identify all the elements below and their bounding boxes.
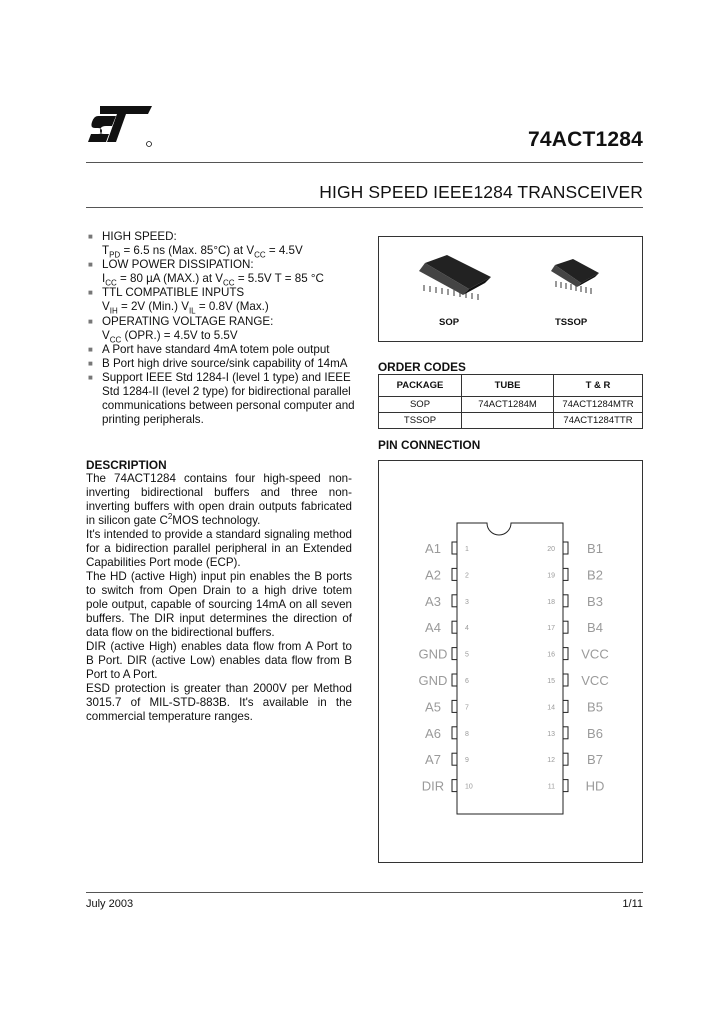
bullet-icon: ■ bbox=[88, 358, 93, 368]
pin-label-right: B2 bbox=[587, 567, 603, 583]
pin-label-left: DIR bbox=[421, 778, 445, 794]
feature-item bbox=[86, 357, 366, 371]
table-header-cell: T & R bbox=[554, 375, 643, 397]
features-list bbox=[86, 230, 366, 427]
pin-label-right: B7 bbox=[587, 752, 603, 768]
order-codes-heading: ORDER CODES bbox=[378, 360, 466, 374]
description-paragraph: The 74ACT1284 contains four high-speed non-inverting bidirectional buffers and three non-inverting buffers with open drain outputs fabricated in silicon gate $C^2MOS$ technology. bbox=[86, 472, 352, 527]
pin-stub-right bbox=[563, 568, 568, 580]
pin-stub-left bbox=[452, 674, 457, 686]
footer-rule bbox=[86, 892, 643, 893]
bullet-icon: ■ bbox=[88, 344, 93, 354]
pin-label-left: A3 bbox=[425, 593, 441, 609]
pin-stub-left bbox=[452, 621, 457, 633]
feature-item bbox=[86, 230, 366, 258]
feature-detail: $T_{PD} = 6.5$ ns (Max. 85°C) at $V_{CC} = 4.5V$ bbox=[102, 244, 303, 260]
pin-stub-left bbox=[452, 595, 457, 607]
pin-number-left: 3 bbox=[465, 598, 469, 606]
pin-label-right: B5 bbox=[587, 699, 603, 715]
feature-item bbox=[86, 371, 366, 427]
pin-stub-left bbox=[452, 648, 457, 660]
pin-label-left: A5 bbox=[425, 699, 441, 715]
pin-stub-right bbox=[563, 648, 568, 660]
pin-stub-right bbox=[563, 674, 568, 686]
pin-stub-left bbox=[452, 700, 457, 712]
bullet-icon: ■ bbox=[88, 316, 93, 326]
pin-number-right: 15 bbox=[547, 678, 555, 685]
description-body bbox=[86, 472, 352, 724]
feature-text: A Port have standard 4mA totem pole output bbox=[102, 342, 330, 356]
feature-detail: $I_{CC} = 80$ µA (MAX.) at $V_{CC} = 5.5V$ T = 85 °C bbox=[102, 272, 324, 288]
document-subtitle: HIGH SPEED IEEE1284 TRANSCEIVER bbox=[319, 182, 643, 202]
feature-title: OPERATING VOLTAGE RANGE: bbox=[102, 314, 274, 328]
pin-stub-left bbox=[452, 727, 457, 739]
feature-detail: $V_{CC}$ (OPR.) = 4.5V to 5.5V bbox=[102, 328, 238, 344]
pin-number-left: 1 bbox=[465, 546, 469, 553]
pin-stub-left bbox=[452, 753, 457, 765]
table-cell bbox=[462, 413, 554, 429]
feature-item bbox=[86, 258, 366, 286]
bullet-icon: ■ bbox=[88, 372, 93, 382]
pin-label-left: A7 bbox=[425, 752, 441, 768]
pin-label-left: A6 bbox=[425, 725, 441, 741]
package-box bbox=[378, 236, 643, 342]
bullet-icon: ■ bbox=[88, 260, 93, 270]
pin-stub-left bbox=[452, 780, 457, 792]
feature-text: Support IEEE Std 1284-I (level 1 type) and IEEE Std 1284-II (level 2 type) for bidirectional parallel communications between personal computer and printing peripherals. bbox=[102, 370, 355, 427]
st-logo bbox=[86, 104, 154, 148]
pin-label-left: GND bbox=[418, 673, 448, 688]
bullet-icon: ■ bbox=[88, 232, 93, 241]
pin-label-right: B3 bbox=[587, 593, 603, 609]
feature-title: HIGH SPEED: bbox=[102, 230, 177, 243]
pin-label-right: B6 bbox=[587, 725, 603, 741]
pin-number-left: 9 bbox=[465, 757, 469, 765]
table-cell: TSSOP bbox=[379, 413, 462, 429]
header-rule bbox=[86, 162, 643, 163]
tssop-package-image bbox=[547, 255, 603, 297]
pin-number-right: 11 bbox=[547, 783, 555, 791]
pin-stub-left bbox=[452, 542, 457, 554]
table-row bbox=[379, 413, 643, 429]
footer-date: July 2003 bbox=[86, 898, 134, 910]
table-row bbox=[379, 397, 643, 413]
pin-number-left: 7 bbox=[465, 704, 469, 712]
description-heading: DESCRIPTION bbox=[86, 458, 167, 472]
table-header-cell: TUBE bbox=[462, 375, 554, 397]
pin-stub-left bbox=[452, 568, 457, 580]
feature-item bbox=[86, 286, 366, 314]
pin-label-left: GND bbox=[418, 646, 448, 662]
pin-number-left: 10 bbox=[465, 783, 473, 791]
pin-number-right: 16 bbox=[547, 651, 555, 659]
pin-stub-right bbox=[563, 780, 568, 792]
pin-label-left: A1 bbox=[425, 541, 441, 556]
feature-text: B Port high drive source/sink capability of 14mA bbox=[102, 356, 348, 370]
pin-number-left: 8 bbox=[465, 730, 469, 738]
chip-body bbox=[457, 523, 563, 814]
pin-label-right: VCC bbox=[581, 646, 609, 662]
feature-title: TTL COMPATIBLE INPUTS bbox=[102, 286, 245, 300]
pin-stub-right bbox=[563, 595, 568, 607]
table-cell: 74ACT1284MTR bbox=[554, 397, 643, 413]
feature-item bbox=[86, 343, 366, 357]
table-cell: 74ACT1284TTR bbox=[554, 413, 643, 429]
table-cell: 74ACT1284M bbox=[462, 397, 554, 413]
pin-number-left: 5 bbox=[465, 651, 469, 659]
pin-stub-right bbox=[563, 542, 568, 554]
description-paragraph: DIR (active High) enables data flow from A Port to B Port. DIR (active Low) enables data flow from B Port to A Port. bbox=[86, 640, 352, 681]
order-codes-table bbox=[378, 374, 643, 429]
pin-label-right: B4 bbox=[587, 620, 603, 636]
feature-item bbox=[86, 315, 366, 343]
pin-label-right: HD bbox=[585, 778, 605, 794]
feature-title: LOW POWER DISSIPATION: bbox=[102, 258, 254, 272]
sop-label: SOP bbox=[439, 317, 460, 328]
part-number: 74ACT1284 bbox=[527, 128, 643, 151]
description-paragraph: The HD (active High) input pin enables the B ports to switch from Open Drain to a high drive totem pole output, capable of sourcing 14mA on all seven buffers. The DIR input determines the direction of data flow on the bidirectional buffers. bbox=[86, 570, 352, 639]
description-paragraph: It's intended to provide a standard signaling method for a bidirection parallel peripheral in an Extended Capabilities Port mode (ECP). bbox=[86, 528, 352, 569]
tssop-label: TSSOP bbox=[555, 317, 588, 328]
pin-number-right: 20 bbox=[547, 546, 555, 553]
pin-stub-right bbox=[563, 727, 568, 739]
bullet-icon: ■ bbox=[88, 288, 93, 298]
pin-number-left: 2 bbox=[465, 572, 469, 580]
pin-number-right: 19 bbox=[547, 572, 555, 580]
feature-detail: $V_{IH} = 2V$ (Min.) $V_{IL} = 0.8V$ (Max.) bbox=[102, 300, 269, 316]
pin-diagram bbox=[379, 461, 642, 862]
pin-stub-right bbox=[563, 700, 568, 712]
pin-number-right: 12 bbox=[547, 757, 555, 765]
footer-page-number: 1/11 bbox=[622, 898, 643, 910]
pin-label-right: VCC bbox=[581, 673, 609, 688]
pin-connection-heading: PIN CONNECTION bbox=[378, 438, 481, 452]
description-paragraph: ESD protection is greater than 2000V per Method 3015.7 of MIL-STD-883B. It's available in the commercial temperature ranges. bbox=[86, 682, 352, 723]
pin-number-right: 13 bbox=[547, 730, 555, 738]
table-header-cell: PACKAGE bbox=[379, 375, 462, 397]
pin-number-left: 6 bbox=[465, 678, 469, 685]
pin-label-left: A2 bbox=[425, 567, 441, 583]
table-cell: SOP bbox=[379, 397, 462, 413]
pin-stub-right bbox=[563, 753, 568, 765]
sop-package-image bbox=[413, 251, 495, 301]
subtitle-rule bbox=[86, 207, 643, 208]
pin-connection-box bbox=[378, 460, 643, 863]
pin-number-right: 18 bbox=[547, 598, 555, 606]
pin-label-left: A4 bbox=[425, 620, 441, 636]
pin-number-left: 4 bbox=[465, 625, 469, 633]
pin-stub-right bbox=[563, 621, 568, 633]
pin-number-right: 17 bbox=[547, 625, 555, 633]
table-header-row bbox=[379, 375, 643, 397]
pin-label-right: B1 bbox=[587, 541, 603, 556]
pin-number-right: 14 bbox=[547, 704, 555, 712]
